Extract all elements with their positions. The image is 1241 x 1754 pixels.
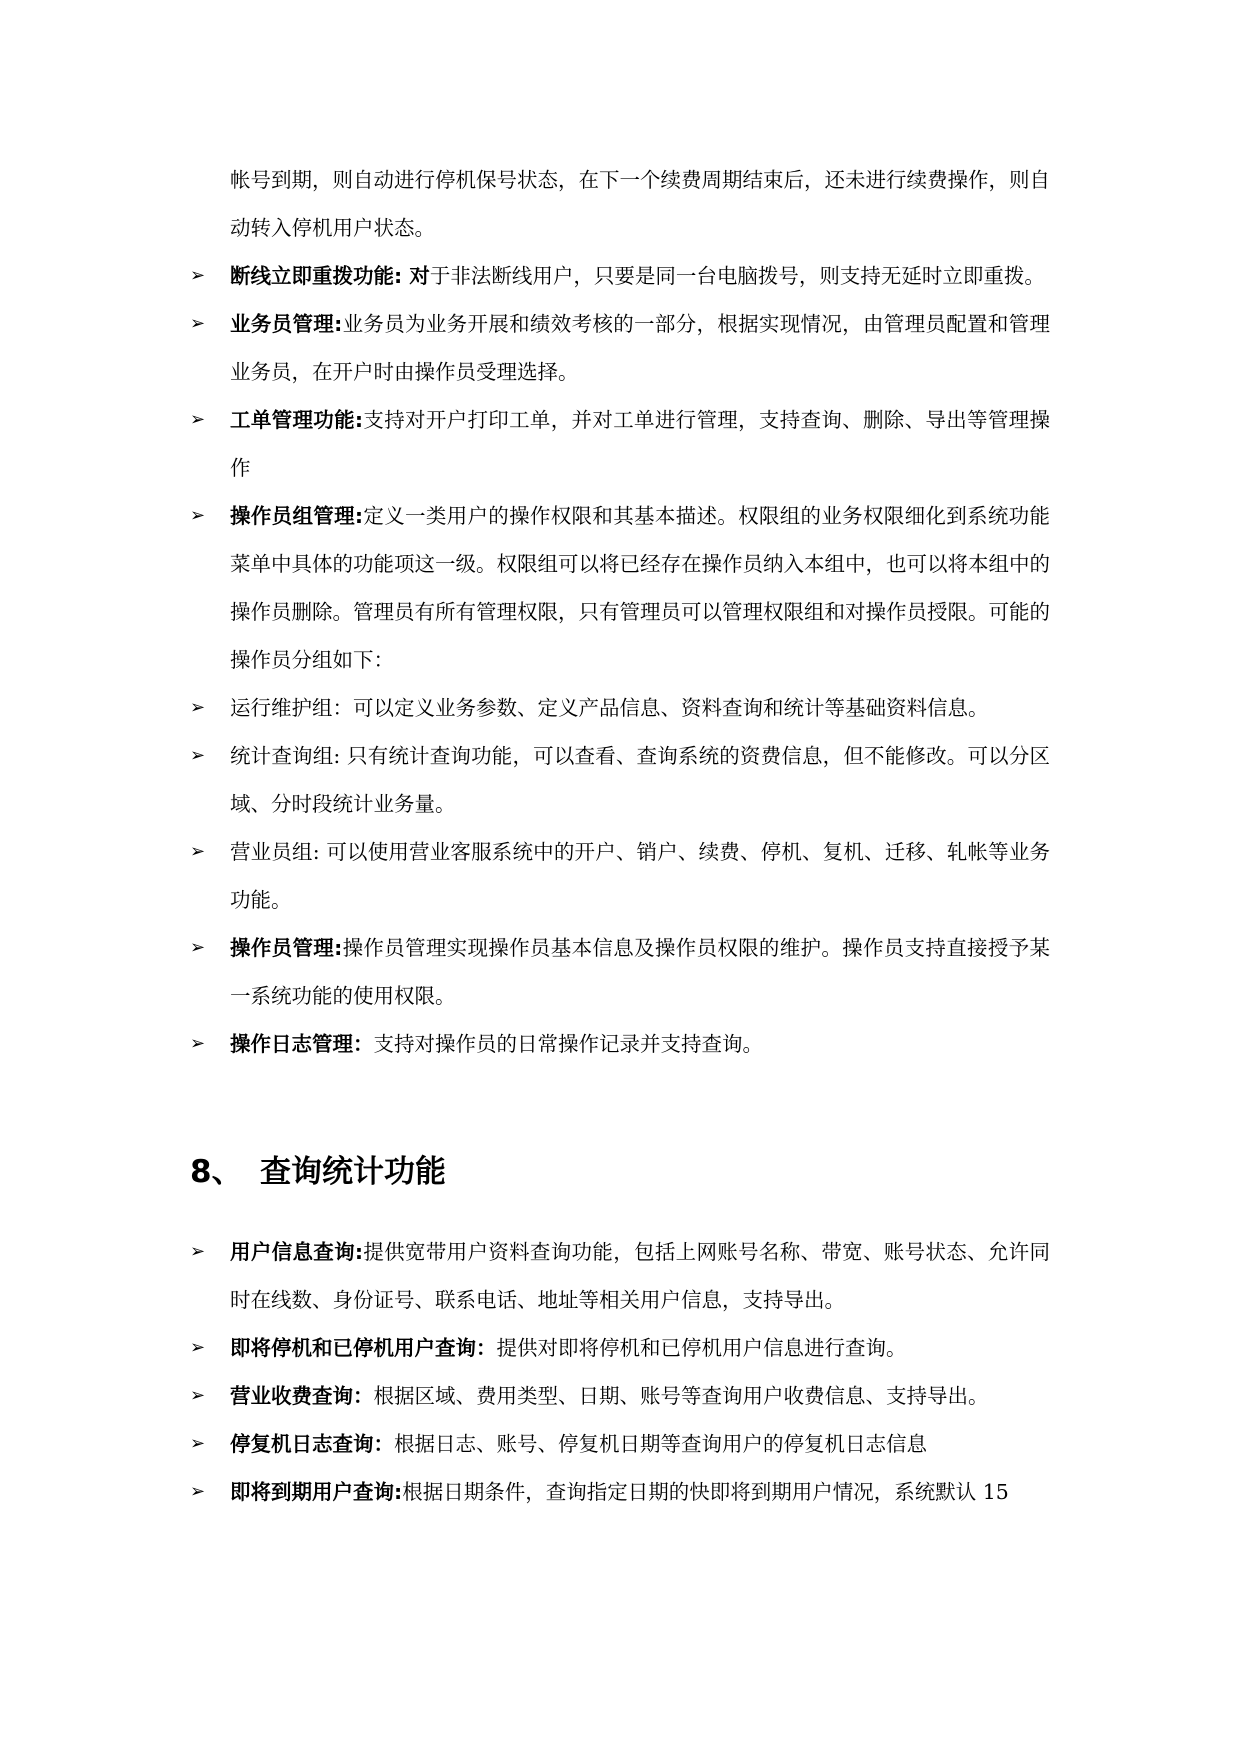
arrow-bullet-icon: ➢ — [190, 1033, 206, 1054]
bullet-list-b — [190, 1228, 1050, 1516]
arrow-bullet-icon: ➢ — [190, 937, 206, 958]
list-item-lead: 操作员组管理: — [230, 504, 364, 528]
list-item — [190, 1324, 1050, 1372]
list-item-lead: 即将到期用户查询: — [230, 1480, 403, 1504]
list-item-text: 操作员管理实现操作员基本信息及操作员权限的维护。操作员支持直接授予某一系统功能的使用权限。 — [230, 936, 1050, 1008]
page-content — [190, 156, 1050, 1516]
arrow-bullet-icon: ➢ — [190, 841, 206, 862]
list-item — [190, 732, 1050, 828]
list-item-text: 定义一类用户的操作权限和其基本描述。权限组的业务权限细化到系统功能菜单中具体的功能项这一级。权限组可以将已经存在操作员纳入本组中，也可以将本组中的操作员删除。管理员有所有管理权限，只有管理员可以管理权限组和对操作员授限。可能的操作员分组如下： — [230, 504, 1050, 672]
arrow-bullet-icon: ➢ — [190, 409, 206, 430]
list-item-text: 统计查询组: 只有统计查询功能，可以查看、查询系统的资费信息，但不能修改。可以分区域、分时段统计业务量。 — [230, 744, 1050, 816]
arrow-bullet-icon: ➢ — [190, 1481, 206, 1502]
list-item-lead: 停复机日志查询： — [230, 1432, 394, 1456]
list-item-lead: 操作日志管理： — [230, 1032, 374, 1056]
list-item — [190, 396, 1050, 492]
arrow-bullet-icon: ➢ — [190, 1385, 206, 1406]
section-heading — [190, 1148, 1050, 1196]
list-item-text: 提供对即将停机和已停机用户信息进行查询。 — [496, 1336, 907, 1360]
continuation-paragraph: 帐号到期，则自动进行停机保号状态，在下一个续费周期结束后，还未进行续费操作，则自动转入停机用户状态。 — [230, 168, 1050, 240]
list-item-text: 业务员为业务开展和绩效考核的一部分，根据实现情况，由管理员配置和管理业务员，在开户时由操作员受理选择。 — [230, 312, 1050, 384]
list-item — [190, 252, 1050, 300]
list-item — [190, 1372, 1050, 1420]
list-item — [190, 1228, 1050, 1324]
arrow-bullet-icon: ➢ — [190, 1241, 206, 1262]
list-item-text: 根据日志、账号、停复机日期等查询用户的停复机日志信息 — [394, 1432, 927, 1456]
list-item-text: 支持对开户打印工单，并对工单进行管理，支持查询、删除、导出等管理操作 — [230, 408, 1050, 480]
list-item-lead: 断线立即重拨功能: 对 — [230, 264, 430, 288]
arrow-bullet-icon: ➢ — [190, 697, 206, 718]
section-title: 查询统计功能 — [260, 1154, 446, 1190]
arrow-bullet-icon: ➢ — [190, 265, 206, 286]
list-item — [190, 1420, 1050, 1468]
list-item-lead: 工单管理功能: — [230, 408, 364, 432]
arrow-bullet-icon: ➢ — [190, 1337, 206, 1358]
list-item — [190, 1020, 1050, 1068]
list-item — [190, 300, 1050, 396]
arrow-bullet-icon: ➢ — [190, 745, 206, 766]
list-item — [190, 492, 1050, 684]
list-item-text: 于非法断线用户，只要是同一台电脑拨号，则支持无延时立即重拨。 — [429, 264, 1045, 288]
list-item — [190, 684, 1050, 732]
list-item-text: 根据区域、费用类型、日期、账号等查询用户收费信息、支持导出。 — [373, 1384, 989, 1408]
list-item-text: 根据日期条件，查询指定日期的快即将到期用户情况，系统默认 15 — [402, 1480, 1009, 1504]
arrow-bullet-icon: ➢ — [190, 1433, 206, 1454]
list-item-text: 提供宽带用户资料查询功能，包括上网账号名称、带宽、账号状态、允许同时在线数、身份证号、联系电话、地址等相关用户信息，支持导出。 — [230, 1240, 1050, 1312]
list-item-lead: 业务员管理: — [230, 312, 343, 336]
list-item — [190, 924, 1050, 1020]
arrow-bullet-icon: ➢ — [190, 313, 206, 334]
list-item-lead: 操作员管理: — [230, 936, 343, 960]
arrow-bullet-icon: ➢ — [190, 505, 206, 526]
list-item-text: 营业员组: 可以使用营业客服系统中的开户、销户、续费、停机、复机、迁移、轧帐等业务功能。 — [230, 840, 1050, 912]
list-item-lead: 用户信息查询: — [230, 1240, 364, 1264]
bullet-list-a — [190, 252, 1050, 1068]
list-item-text: 运行维护组：可以定义业务参数、定义产品信息、资料查询和统计等基础资料信息。 — [230, 696, 989, 720]
list-item — [190, 1468, 1050, 1516]
list-item-text: 支持对操作员的日常操作记录并支持查询。 — [373, 1032, 763, 1056]
list-item — [190, 828, 1050, 924]
list-item-lead: 营业收费查询： — [230, 1384, 374, 1408]
list-item-lead: 即将停机和已停机用户查询： — [230, 1336, 497, 1360]
section-number: 8、 — [190, 1154, 243, 1190]
